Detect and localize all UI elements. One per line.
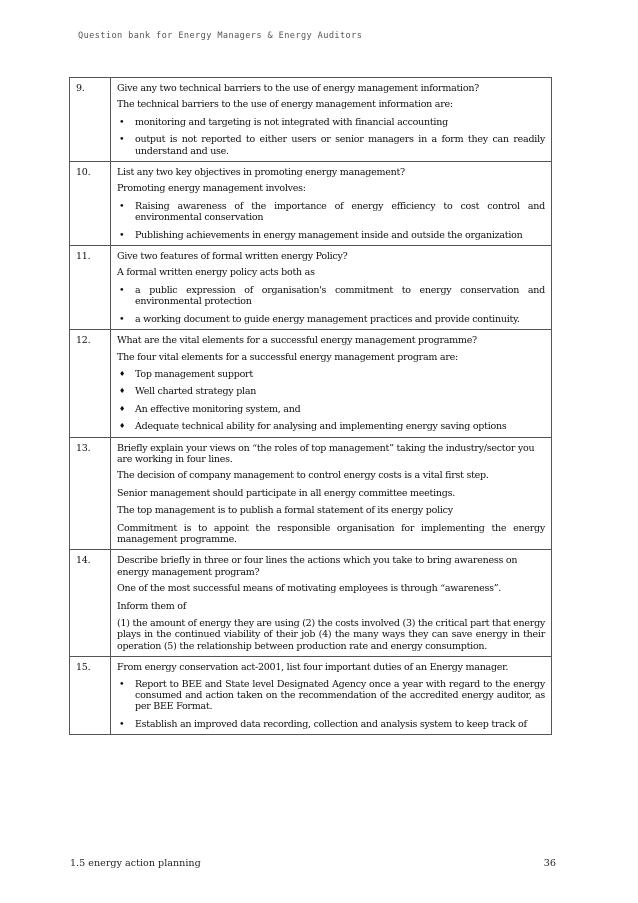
answer-paragraph: The decision of company management to control energy costs is a vital first step. (117, 470, 489, 482)
bullet-dot-icon: • (119, 284, 125, 296)
answer-intro: Promoting energy management involves: (117, 183, 306, 195)
question-number: 10. (70, 162, 111, 246)
question-cell (111, 437, 552, 550)
diamond-bullet-icon: ♦ (119, 404, 126, 413)
bullet-dot-icon: • (119, 134, 125, 146)
list-item: ♦ Top management support (119, 368, 253, 380)
diamond-bullet-icon: ♦ (119, 369, 126, 378)
bullet-dot-icon: • (119, 718, 125, 730)
question-text: What are the vital elements for a successful energy management programme? (117, 335, 477, 347)
bullet-dot-icon: • (119, 678, 125, 690)
table-row (70, 437, 552, 550)
question-cell (111, 246, 552, 330)
page-number: 36 (543, 858, 556, 869)
question-number: 14. (70, 550, 111, 657)
question-number: 11. (70, 246, 111, 330)
table-row (70, 162, 552, 246)
question-number: 9. (70, 78, 111, 162)
footer-chapter: 1.5 energy action planning (70, 858, 201, 869)
list-item: • Raising awareness of the importance of energy efficiency to cost control and environmental conservation (119, 200, 545, 224)
question-number: 13. (70, 437, 111, 550)
question-cell (111, 330, 552, 437)
diamond-bullet-icon: ♦ (119, 422, 126, 431)
question-cell (111, 657, 552, 735)
list-item: ♦ An effective monitoring system, and (119, 403, 301, 415)
question-cell (111, 550, 552, 657)
answer-intro: A formal written energy policy acts both as (117, 267, 315, 279)
question-cell (111, 78, 552, 162)
bullet-dot-icon: • (119, 229, 125, 241)
list-item: ♦ Adequate technical ability for analysing and implementing energy saving options (119, 421, 507, 433)
list-item: • a working document to guide energy management practices and provide continuity. (119, 313, 520, 325)
answer-paragraph: Senior management should participate in all energy committee meetings. (117, 487, 455, 499)
answer-paragraph: Commitment is to appoint the responsible organisation for implementing the energy management programme. (117, 522, 545, 545)
answer-paragraph: (1) the amount of energy they are using (2) the costs involved (3) the critical part that energy plays in the continued viability of their job (4) the many ways they can save energy in their operation (5) the relationship between production rate and energy consumption. (117, 618, 546, 652)
question-text: Give any two technical barriers to the use of energy management information? (117, 83, 480, 94)
list-item: ♦ Well charted strategy plan (119, 386, 257, 398)
question-text: From energy conservation act-2001, list four important duties of an Energy manager. (117, 662, 509, 674)
bullet-dot-icon: • (119, 200, 125, 212)
question-number: 12. (70, 330, 111, 437)
bullet-dot-icon: • (119, 313, 125, 325)
question-number: 15. (70, 657, 111, 735)
answer-paragraph: One of the most successful means of motivating employees is through “awareness”. (117, 583, 502, 595)
list-item: • Publishing achievements in energy management inside and outside the organization (119, 229, 523, 241)
answer-paragraph: Inform them of (117, 600, 186, 612)
list-item: • output is not reported to either users or senior managers in a form they can readily understand and use. (119, 134, 545, 157)
question-text: Briefly explain your views on “the roles of top management” taking the industry/sector you are working in four lines. (117, 442, 535, 465)
question-text: Describe briefly in three or four lines the actions which you take to bring awareness on energy management program? (117, 555, 518, 578)
list-item: • a public expression of organisation's commitment to energy conservation and environmental protection (119, 284, 545, 308)
question-text: List any two key objectives in promoting energy management? (117, 167, 405, 179)
bullet-dot-icon: • (119, 116, 125, 128)
table-row (70, 78, 552, 162)
answer-intro: The four vital elements for a successful energy management program are: (117, 351, 458, 363)
question-text: Give two features of formal written energy Policy? (117, 251, 348, 263)
table-row (70, 657, 552, 735)
list-item: • monitoring and targeting is not integrated with financial accounting (119, 116, 448, 128)
table-row (70, 330, 552, 437)
table-row (70, 550, 552, 657)
page-header: Question bank for Energy Managers & Energy Auditors (78, 31, 363, 41)
list-item: • Report to BEE and State level Designated Agency once a year with regard to the energy consumed and action taken on the recommendation of the accredited energy auditor, as per BEE Format. (119, 678, 545, 713)
question-table (69, 77, 552, 735)
diamond-bullet-icon: ♦ (119, 387, 126, 396)
list-item: • Establish an improved data recording, collection and analysis system to keep track of (119, 718, 527, 730)
answer-intro: The technical barriers to the use of energy management information are: (117, 99, 453, 111)
question-cell (111, 162, 552, 246)
table-row (70, 246, 552, 330)
answer-paragraph: The top management is to publish a formal statement of its energy policy (117, 505, 453, 517)
